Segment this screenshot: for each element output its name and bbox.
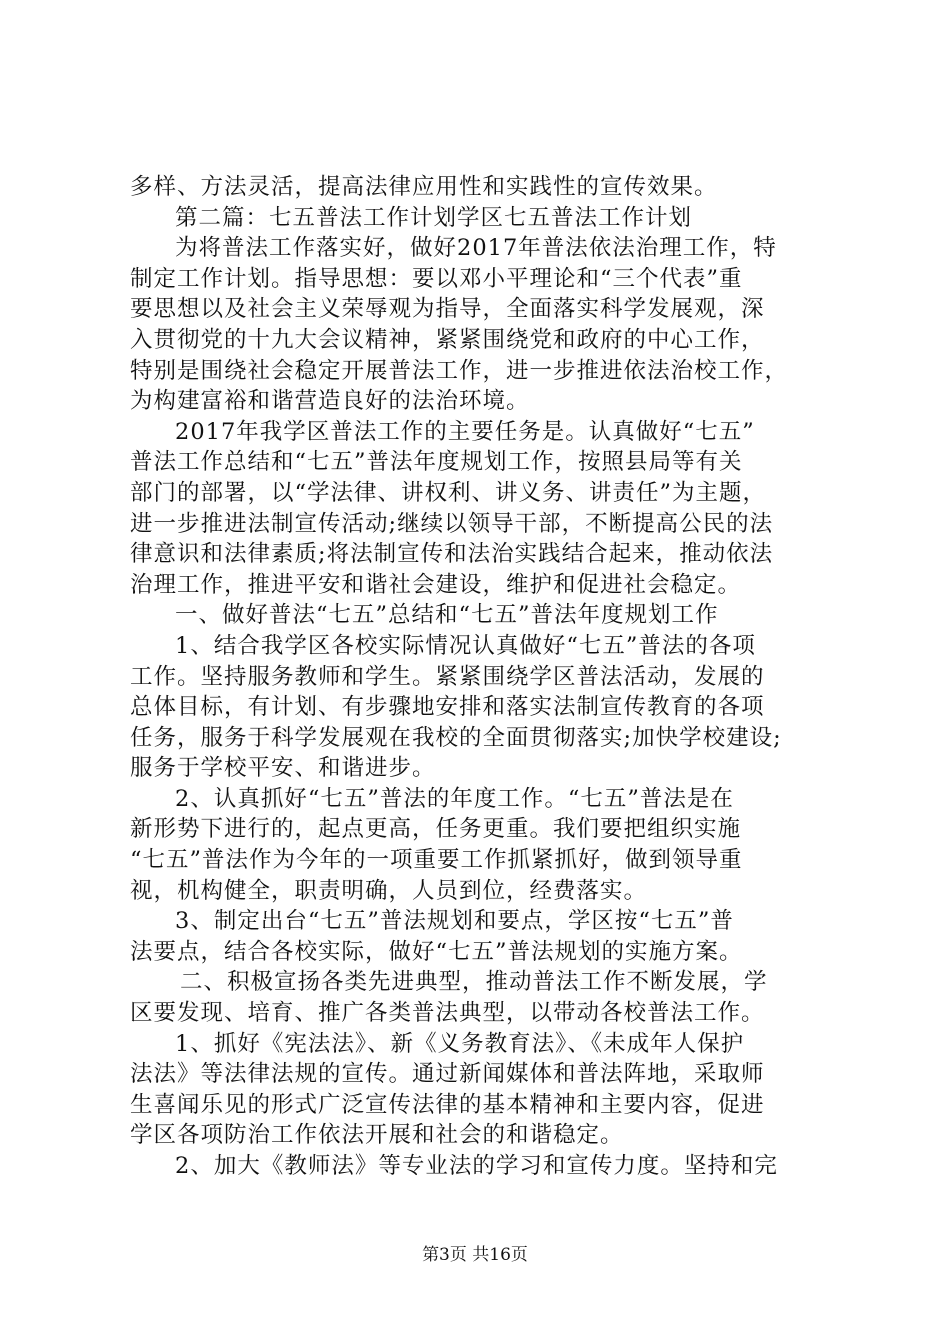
text-line: 要思想以及社会主义荣辱观为指导，全面落实科学发展观，深: [130, 296, 765, 323]
paragraph-start: 2017年我学区普法工作的主要任务是。认真做好“七五”: [175, 418, 755, 445]
text-line: 法要点，结合各校实际，做好“七五”普法规划的实施方案。: [130, 938, 743, 965]
section-heading: 二、积极宣扬各类先进典型，推动普法工作不断发展，学: [180, 969, 768, 996]
document-body: [130, 172, 830, 1182]
text-line: 工作。坚持服务教师和学生。紧紧围绕学区普法活动，发展的: [130, 663, 765, 690]
text-line: 进一步推进法制宣传活动;继续以领导干部，不断提高公民的法: [130, 510, 774, 537]
text-line: 视，机构健全，职责明确，人员到位，经费落实。: [130, 877, 648, 904]
section-heading: 一、做好普法“七五”总结和“七五”普法年度规划工作: [175, 602, 719, 629]
text-line: 任务，服务于科学发展观在我校的全面贯彻落实;加快学校建设;: [130, 724, 782, 751]
text-line: 为构建富裕和谐营造良好的法治环境。: [130, 388, 530, 415]
text-line: 生喜闻乐见的形式广泛宣传法律的基本精神和主要内容，促进: [130, 1091, 765, 1118]
paragraph-start: 1、抓好《宪法法》、新《义务教育法》、《未成年人保护: [175, 1030, 745, 1057]
text-line: 多样、方法灵活，提高法律应用性和实践性的宣传效果。: [130, 174, 718, 200]
paragraph-start: 2、认真抓好“七五”普法的年度工作。“七五”普法是在: [175, 785, 734, 812]
paragraph-start: 1、结合我学区各校实际情况认真做好“七五”普法的各项: [175, 632, 756, 659]
text-line: 治理工作，推进平安和谐社会建设，维护和促进社会稳定。: [130, 571, 742, 598]
text-line: 学区各项防治工作依法开展和社会的和谐稳定。: [130, 1122, 624, 1149]
text-line: 入贯彻党的十九大会议精神，紧紧围绕党和政府的中心工作，: [130, 326, 765, 353]
paragraph-start: 为将普法工作落实好，做好2017年普法依法治理工作，特: [175, 235, 777, 262]
text-line: 特别是围绕社会稳定开展普法工作，进一步推进依法治校工作，: [130, 357, 789, 384]
text-line: 新形势下进行的，起点更高，任务更重。我们要把组织实施: [130, 816, 742, 843]
text-line: 律意识和法律素质;将法制宣传和法治实践结合起来，推动依法: [130, 541, 774, 568]
paragraph-start: 2、加大《教师法》等专业法的学习和宣传力度。坚持和完: [175, 1153, 778, 1179]
text-line: 服务于学校平安、和谐进步。: [130, 755, 436, 782]
section-heading: 第二篇：七五普法工作计划学区七五普法工作计划: [175, 204, 693, 231]
paragraph-start: 3、制定出台“七五”普法规划和要点，学区按“七五”普: [175, 908, 734, 935]
text-line: 法法》等法律法规的宣传。通过新闻媒体和普法阵地，采取师: [130, 1061, 765, 1088]
text-line: 普法工作总结和“七五”普法年度规划工作，按照县局等有关: [130, 449, 743, 476]
text-line: 部门的部署，以“学法律、讲权利、讲义务、讲责任”为主题，: [130, 479, 767, 506]
text-line: 制定工作计划。指导思想：要以邓小平理论和“三个代表”重: [130, 265, 743, 292]
text-line: 总体目标，有计划、有步骤地安排和落实法制宣传教育的各项: [130, 694, 765, 721]
page-number-footer: 第3页 共16页: [422, 1245, 528, 1265]
text-line: 区要发现、培育、推广各类普法典型，以带动各校普法工作。: [130, 1000, 765, 1027]
text-line: “七五”普法作为今年的一项重要工作抓紧抓好，做到领导重: [130, 847, 743, 874]
